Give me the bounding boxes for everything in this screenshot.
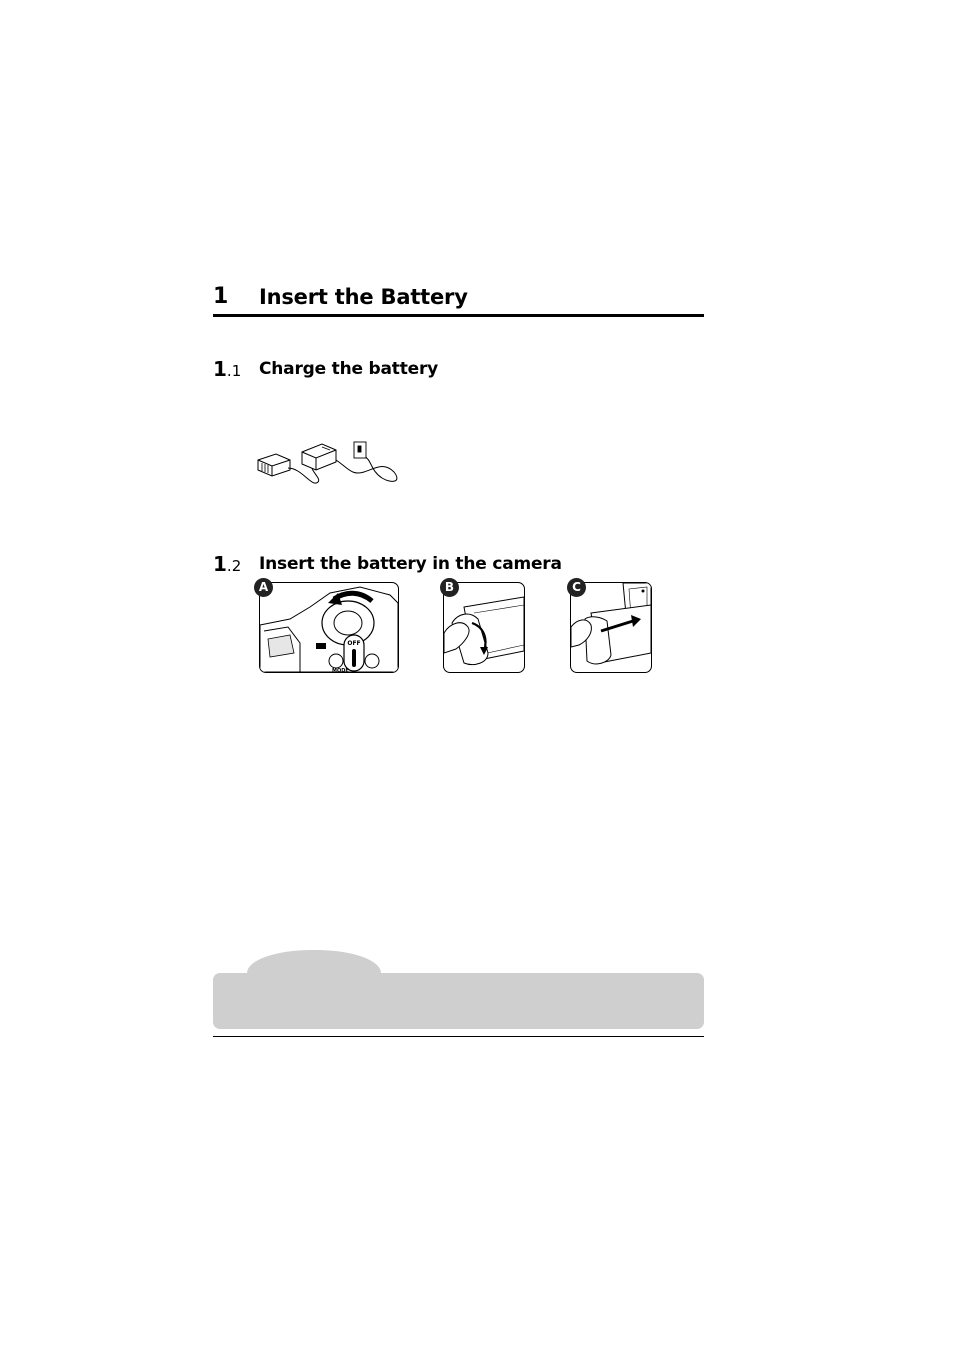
step-a-panel — [259, 582, 399, 673]
step-b-badge: B — [440, 578, 459, 597]
battery-charger-illustration — [252, 438, 402, 490]
subsection-title-insert: Insert the battery in the camera — [259, 554, 562, 574]
bottom-rule — [213, 1036, 704, 1037]
wall-outlet-icon — [354, 442, 366, 458]
step-c-panel — [570, 582, 652, 673]
subsection-number-1: 1.1 — [213, 357, 242, 381]
section-title: Insert the Battery — [259, 285, 468, 309]
charger-body-icon — [302, 444, 336, 470]
subsection-number-2: 1.2 — [213, 552, 242, 576]
battery-pack-icon — [258, 454, 290, 476]
camera-power-dial-illustration — [260, 583, 398, 672]
mode-button-label: MODE — [332, 668, 349, 672]
section-title-rule — [213, 314, 704, 317]
power-off-label: OFF — [347, 640, 361, 647]
section-number: 1 — [213, 284, 229, 309]
battery-insert-illustration — [571, 583, 651, 672]
step-b-panel — [443, 582, 525, 673]
step-c-badge: C — [567, 578, 586, 597]
note-box — [213, 973, 704, 1029]
subsection-title-charge: Charge the battery — [259, 359, 439, 379]
step-a-badge: A — [254, 578, 273, 597]
battery-cover-open-illustration — [444, 583, 524, 672]
